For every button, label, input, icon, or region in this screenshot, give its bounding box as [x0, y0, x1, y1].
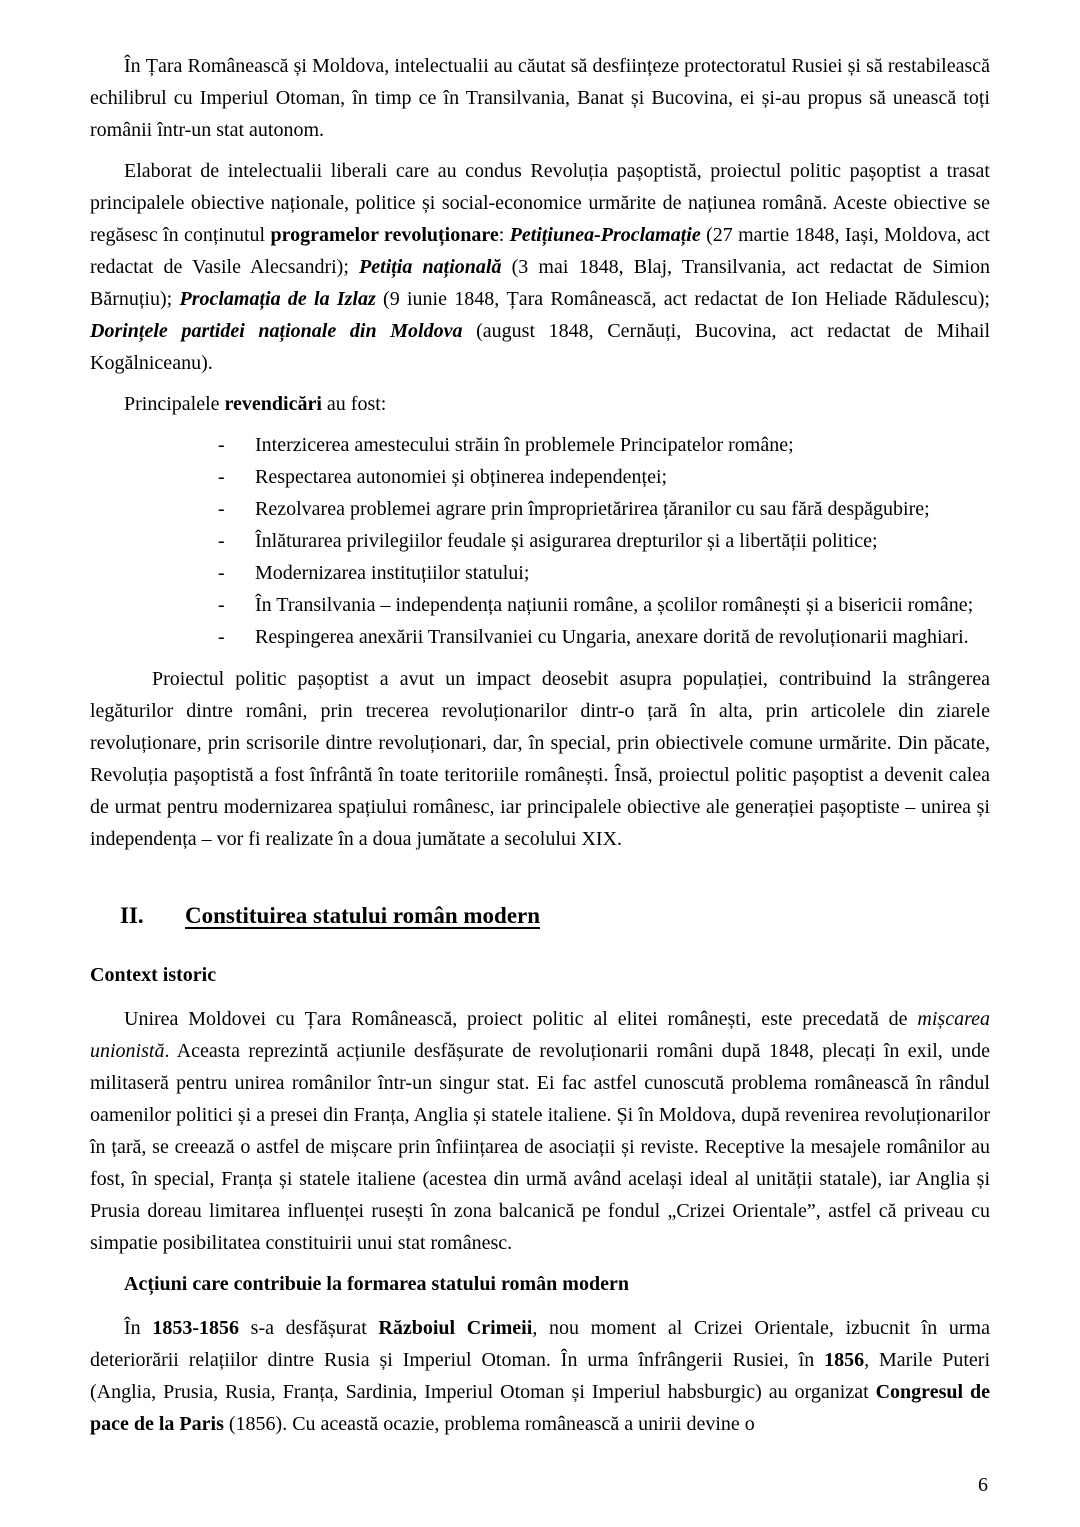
list-item-text: Interzicerea amestecului străin în problemele Principatelor române; — [255, 434, 794, 456]
bold-run: Războiul Crimeii — [378, 1317, 533, 1339]
bold-run: Congresul de pace de la Paris — [90, 1381, 991, 1435]
list-item — [218, 429, 990, 461]
text-run: s-a desfășurat — [239, 1317, 379, 1339]
bold-italic-run: Petițiunea-Proclamație — [509, 224, 701, 246]
text-run: , nou moment al Crizei Orientale, izbucnit în urma deteriorării relațiilor dintre Rusia și Imperiul Otoman. În urma înfrângerii Rusiei, în — [90, 1317, 990, 1371]
italic-run: mișcarea unionistă — [90, 1008, 990, 1062]
list-item — [218, 493, 990, 525]
list-item-text: Respingerea anexării Transilvaniei cu Ungaria, anexare dorită de revoluționarii maghiari. — [255, 626, 969, 648]
bold-italic-run: Proclamația de la Izlaz — [179, 288, 376, 310]
text-run: (3 mai 1848, Blaj, Transilvania, act redactat de Simion Bărnuțiu); — [90, 256, 990, 310]
text-run: (1856). Cu această ocazie, problema românească a unirii devine o — [223, 1413, 755, 1435]
list-item — [218, 461, 990, 493]
list-item-text: În Transilvania – independența națiunii române, a școlilor românești și a bisericii române; — [255, 594, 974, 616]
paragraph-revendicari-intro — [90, 388, 990, 420]
text-run: (9 iunie 1848, Țara Românească, act redactat de Ion Heliade Rădulescu); — [375, 288, 990, 310]
list-item-text: Modernizarea instituțiilor statului; — [255, 562, 530, 584]
dash-bullet: - — [218, 434, 225, 456]
paragraph-principate: În Țara Românească și Moldova, intelectualii au căutat să desființeze protectoratul Rusiei și să restabilească echilibrul cu Imperiul Otoman, în timp ce în Transilvania, Banat și Bucovina, ei și-au propus să unească toți românii într-un stat autonom. — [90, 55, 990, 141]
paragraph-unirea — [90, 1003, 990, 1259]
bold-italic-run: Petiția națională — [359, 256, 502, 278]
list-item-text: Respectarea autonomiei și obținerea independenței; — [255, 466, 668, 488]
section-number: II. — [120, 903, 144, 928]
dash-bullet: - — [218, 626, 225, 648]
list-item-text: Rezolvarea problemei agrare prin împroprietărirea țăranilor cu sau fără despăgubire; — [255, 498, 930, 520]
dash-bullet: - — [218, 562, 225, 584]
bold-italic-run: Dorințele partidei naționale din Moldova — [90, 320, 463, 342]
bold-run: programelor revoluționare — [270, 224, 499, 246]
bold-run: revendicări — [224, 393, 322, 415]
page-number: 6 — [978, 1474, 988, 1496]
list-item — [218, 589, 990, 621]
text-run: , Marile Puteri (Anglia, Prusia, Rusia, Franța, Sardinia, Imperiul Otoman și Imperiul habsburgic) au organizat — [90, 1349, 990, 1403]
text-run: : — [498, 224, 510, 246]
text-run: au fost: — [321, 393, 387, 415]
dash-bullet: - — [218, 530, 225, 552]
list-item — [218, 557, 990, 589]
paragraph-razboiul-crimeii — [90, 1312, 990, 1440]
section-title: Constituirea statului român modern — [185, 903, 541, 928]
bold-run: 1853-1856 — [152, 1317, 240, 1339]
revendicari-list — [218, 429, 990, 653]
list-item — [218, 621, 990, 653]
list-item — [218, 525, 990, 557]
dash-bullet: - — [218, 466, 225, 488]
bold-run: 1856 — [824, 1349, 865, 1371]
subheading-actiuni: Acțiuni care contribuie la formarea statului român modern — [124, 1273, 629, 1295]
paragraph-impact: Proiectul politic pașoptist a avut un impact deosebit asupra populației, contribuind la strângerea legăturilor dintre români, prin trecerea revoluționarilor dintr-o țară în alta, prin articolele din ziarele revoluționare, prin scrisorile dintre revoluționari, dar, în special, prin obiectivele comune urmărite. Din păcate, Revoluția pașoptistă a fost înfrântă în toate teritoriile românești. Însă, proiectul politic pașoptist a devenit calea de urmat pentru modernizarea spațiului românesc, iar principalele obiective ale generației pașoptiste – unirea și independența – vor fi realizate în a doua jumătate a secolului XIX. — [90, 668, 990, 850]
text-run: (august 1848, Cernăuți, Bucovina, act redactat de Mihail Kogălniceanu). — [90, 320, 990, 374]
text-run: Unirea Moldovei cu Țara Românească, proiect politic al elitei românești, este precedată de — [124, 1008, 918, 1030]
text-run: (27 martie 1848, Iași, Moldova, act redactat de Vasile Alecsandri); — [90, 224, 990, 278]
paragraph-proiect-politic — [90, 155, 990, 379]
list-item-text: Înlăturarea privilegiilor feudale și asigurarea drepturilor și a libertății politice; — [255, 530, 878, 552]
text-run: În — [124, 1317, 153, 1339]
subheading-context-istoric: Context istoric — [90, 964, 217, 986]
dash-bullet: - — [218, 498, 225, 520]
text-run: . Aceasta reprezintă acțiunile desfășurate de revoluționarii români după 1848, plecați în exil, unde militaseră pentru unirea românilor într-un singur stat. Ei fac astfel cunoscută problema românească în rândul oamenilor politici și a presei din Franța, Anglia și statele italiene. Și în Moldova, după revenirea revoluționarilor în țară, se creează o astfel de mișcare prin înființarea de asociații și reviste. Receptive la mesajele românilor au fost, în special, Franța și statele italiene (acestea din urmă având același ideal al unității statale), iar Anglia și Prusia doreau limitarea influenței rusești în zona balcanică pe fondul „Crizei Orientale”, astfel că priveau cu simpatie posibilitatea constituirii unui stat românesc. — [90, 1040, 990, 1254]
text-run: Principalele — [124, 393, 225, 415]
section-heading — [90, 899, 990, 933]
text-run: Elaborat de intelectualii liberali care au condus Revoluția pașoptistă, proiectul politic pașoptist a trasat principalele obiective naționale, politice și social-economice urmărite de națiunea română. Aceste obiective se regăsesc în conținutul — [90, 160, 990, 246]
dash-bullet: - — [218, 594, 225, 616]
